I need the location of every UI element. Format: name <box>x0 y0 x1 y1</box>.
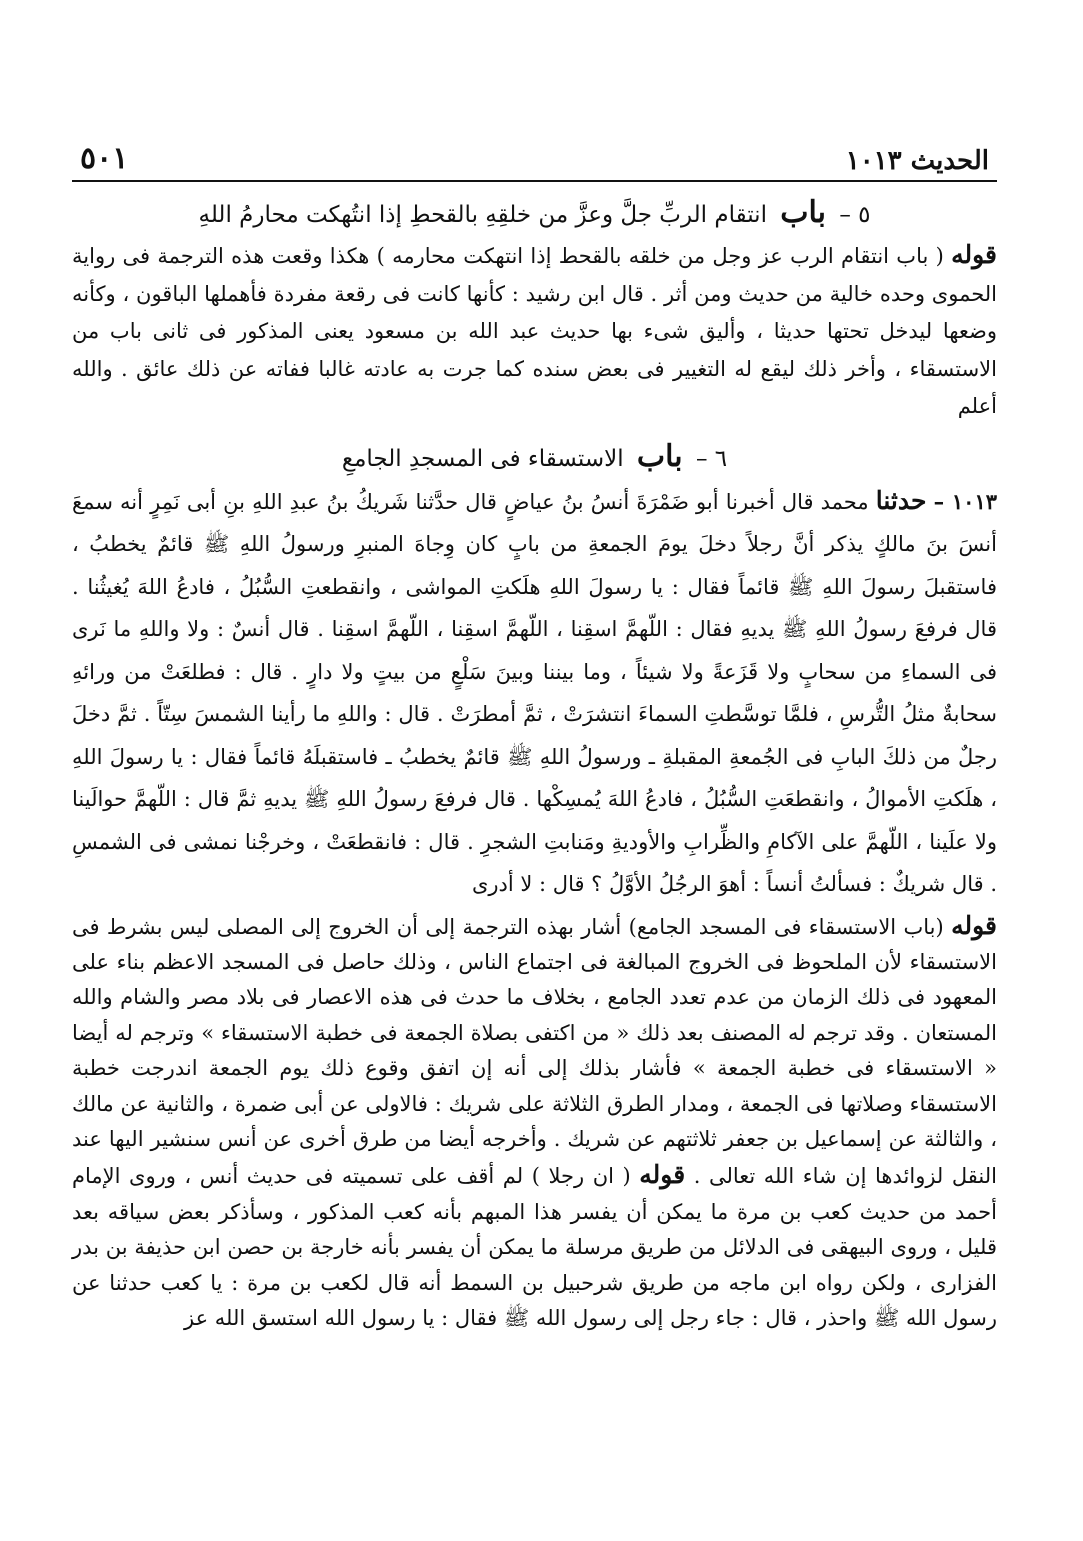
qawluh-marker: قوله <box>951 240 997 269</box>
chapter-number: ٥ – <box>839 202 871 228</box>
hadith-paragraph <box>72 480 997 906</box>
running-title: الحديث ١٠١٣ <box>845 146 989 176</box>
commentary-text-2: ( ان رجلا ) لم أقف على تسميته فى حديث أنس ، وروى الإمام أحمد من حديث كعب بن مرة ما يمكن أن يفسر هذا المبهم بأنه كعب المذكور ، وسأذكر بعض سياقه بعد قليل ، وروى البيهقى فى الدلائل من طريق مرسلة ما يمكن أن يفسر بأنه خارجة بن حصن ابن حذيفة بن بدر الفزارى ، ولكن رواه ابن ماجه من طريق شرحبيل بن السمط أنه قال لكعب بن مرة : يا كعب حدثنا عن رسول الله ﷺ واحذر ، قال : جاء رجل إلى رسول الله ﷺ فقال : يا رسول الله استسق الله عز <box>72 1164 997 1330</box>
chapter-title: الاستسقاء فى المسجدِ الجامعِ <box>341 445 624 472</box>
book-page <box>72 118 997 1336</box>
hadith-number: ١٠١٣ – <box>933 488 998 514</box>
chapter-label: باب <box>780 195 827 230</box>
commentary-paragraph <box>72 908 997 1337</box>
chapter-label: باب <box>636 438 683 474</box>
hadith-block-1013 <box>72 480 997 906</box>
chapter-title: انتقام الربِّ جلَّ وعزَّ من خلقِهِ بالقحطِ إذا انتُهكت محارمُ اللهِ <box>198 202 767 228</box>
chapter-heading-5 <box>72 196 997 232</box>
commentary-block-6 <box>72 908 997 1337</box>
hadith-text: محمد قال أخبرنا أبو ضَمْرَةَ أنسُ بنُ عياضٍ قال حدَّثنا شَريكُ بنُ عبدِ اللهِ بنِ أبى نَمِرٍ أنه سمعَ أنسَ بنَ مالكٍ يذكر أنَّ رجلاً دخلَ يومَ الجمعةِ من بابٍ كان وِجاهَ المنبرِ ورسولُ اللهِ ﷺ قائمٌ يخطبُ ، فاستقبلَ رسولَ اللهِ ﷺ قائماً فقال : يا رسولَ اللهِ هلَكتِ المواشى ، وانقطعتِ السُّبُلُ ، فادعُ اللهَ يُغيثُنا . قال فرفعَ رسولُ اللهِ ﷺ يديهِ فقال : اللّهمَّ اسقِنا ، اللّهمَّ اسقِنا ، اللّهمَّ اسقِنا . قال أنسٌ : ولا واللهِ ما نَرى فى السماءِ من سحابٍ ولا قَزَعةً ولا شيئاً ، وما بيننا وبينَ سَلْعٍ من بيتٍ ولا دارٍ . قال : فطلعَتْ من ورائهِ سحابةٌ مثلُ التُّرسِ ، فلمَّا توسَّطتِ السماءَ انتشرَتْ ، ثمَّ أمطرَتْ . قال : واللهِ ما رأينا الشمسَ سِتّاً . ثمَّ دخلَ رجلٌ من ذلكَ البابِ فى الجُمعةِ المقبلةِ ـ ورسولُ اللهِ ﷺ قائمٌ يخطبُ ـ فاستقبلَهُ قائماً فقال : يا رسولَ اللهِ ، هلَكتِ الأموالُ ، وانقطعَتِ السُّبُلُ ، فادعُ اللهَ يُمسِكْها . قال فرفعَ رسولُ اللهِ ﷺ يديهِ ثمَّ قال : اللّهمَّ حوالَينا ولا علَينا ، اللّهمَّ على الآكامِ والظِّرابِ والأوديةِ ومَنابتِ الشجرِ . قال : فانقطعَتْ ، وخرجْنا نمشى فى الشمسِ . قال شريكٌ : فسألتُ أنساً : أهوَ الرجُلُ الأوَّلُ ؟ قال : لا أدرى <box>72 489 997 896</box>
haddathana-marker: حدثنا <box>875 485 927 515</box>
qawluh-marker: قوله <box>951 910 997 940</box>
chapter-number: ٦ – <box>695 445 728 472</box>
qawluh-marker-2: قوله <box>639 1160 686 1190</box>
chapter-heading-6 <box>72 440 997 476</box>
commentary-paragraph <box>72 236 997 426</box>
commentary-text: ( باب انتقام الرب عز وجل من خلقه بالقحط إذا انتهكت محارمه ) هكذا وقعت هذه الترجمة فى رواية الحموى وحده خالية من حديث ومن أثر . قال ابن رشيد : كأنها كانت فى رقعة مفردة فأهملها الباقون ، وكأنه وضعها ليدخل تحتها حديثا ، وأليق شىء بها حديث عبد الله بن مسعود يعنى المذكور فى ثانى باب من الاستسقاء ، وأخر ذلك ليقع له التغيير فى بعض سنده كما جرت به عادته غالبا ففاته عن ذلك عائق . والله أعلم <box>72 244 997 418</box>
running-header <box>72 118 997 182</box>
commentary-block-5 <box>72 236 997 426</box>
commentary-text: (باب الاستسقاء فى المسجد الجامع) أشار بهذه الترجمة إلى أن الخروج إلى المصلى ليس بشرط فى الاستسقاء لأن الملحوظ فى الخروج المبالغة فى اجتماع الناس ، وذلك حاصل فى المسجد الاعظم بناء على المعهود فى ذلك الزمان من عدم تعدد الجامع ، بخلاف ما حدث فى هذه الاعصار فى بلاد مصر والشام والله المستعان . وقد ترجم له المصنف بعد ذلك « من اكتفى بصلاة الجمعة فى خطبة الاستسقاء » وترجم له أيضا « الاستسقاء فى خطبة الجمعة » فأشار بذلك إلى أنه إن اتفق وقوع ذلك يوم الجمعة اندرجت خطبة الاستسقاء وصلاتها فى الجمعة ، ومدار الطرق الثلاثة على شريك : فالاولى عن أبى ضمرة ، والثانية عن مالك ، والثالثة عن إسماعيل بن جعفر ثلاثتهم عن شريك . وأخرجه أيضا من طرق أخرى عن أنس سنشير اليها عند النقل لزوائدها إن شاء الله تعالى . <box>72 914 997 1189</box>
page-number: ٥٠١ <box>80 141 129 176</box>
